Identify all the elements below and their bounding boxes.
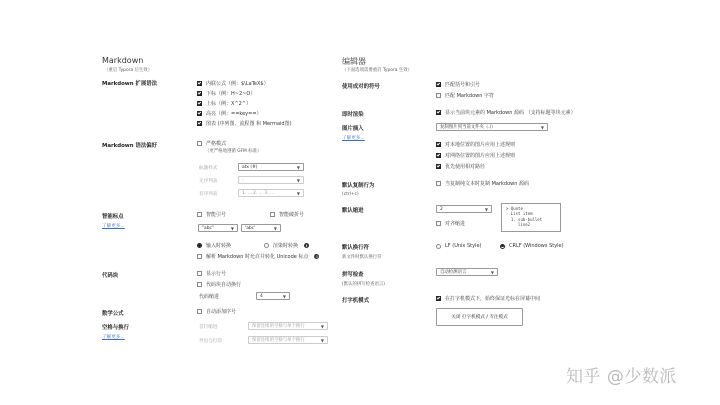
ext-syntax-label: Markdown 扩展语法 [102, 81, 158, 87]
checkbox-icon[interactable] [197, 141, 202, 146]
math-label: 数学公式 [102, 311, 124, 317]
render-convert-radio[interactable]: 渲染时转换 i [264, 242, 309, 249]
chevron-down-icon: ▼ [490, 269, 494, 275]
leading-space-select[interactable]: 保留连续的空格与单个换行 ▼ [248, 322, 328, 330]
editor-section-title: 编辑器 [342, 57, 366, 66]
match-brackets-checkbox[interactable]: 匹配括号和引号 [436, 81, 480, 88]
checkbox-icon[interactable] [436, 153, 441, 158]
line-numbers-checkbox[interactable]: 显示行号 [197, 270, 226, 277]
checkbox-icon[interactable] [197, 81, 202, 86]
smart-dashes-checkbox[interactable]: 智能破折号 [270, 211, 304, 218]
double-quote-select[interactable]: "abc" ▼ [198, 224, 238, 232]
ext-syntax-options [197, 78, 292, 128]
chevron-down-icon: ▼ [484, 206, 488, 212]
smart-punct-learn-more-link[interactable]: 了解更多... [102, 224, 125, 229]
chevron-down-icon: ▼ [540, 124, 544, 130]
radio-icon[interactable] [500, 244, 505, 249]
ordered-list-label: 有序列表 [199, 192, 218, 197]
chevron-down-icon: ▼ [230, 225, 234, 231]
indent-size-select[interactable]: 2 ▼ [436, 205, 492, 213]
checkbox-icon[interactable] [270, 212, 275, 217]
space-newline-label: 空格与换行 [102, 325, 129, 331]
images-label: 图片插入 [342, 126, 364, 132]
chevron-down-icon: ▼ [273, 225, 277, 231]
info-icon[interactable]: i [316, 254, 318, 259]
checkbox-icon[interactable] [197, 212, 202, 217]
checkbox-icon[interactable] [197, 309, 202, 314]
unordered-list-select[interactable]: - ▼ [238, 176, 304, 184]
typewriter-label: 打字机模式 [342, 298, 369, 304]
diagrams-checkbox[interactable]: 图表 (序列图、流程图 和 Mermaid图) [197, 118, 292, 128]
syntax-pref-label: Markdown 语法偏好 [102, 143, 158, 149]
checkbox-icon[interactable] [436, 82, 441, 87]
spell-language-select[interactable]: 自动检测语言 ▼ [436, 268, 498, 276]
code-block-label: 代码块 [102, 273, 119, 279]
spell-check-label: 拼写检查 [342, 272, 364, 278]
images-learn-more-link[interactable]: 了解更多... [342, 136, 365, 141]
ordered-list-select[interactable]: 1. ... 2. ... 3. ... ▼ [238, 189, 304, 197]
smart-quotes-checkbox[interactable]: 智能引号 [197, 211, 226, 218]
smart-punct-label: 智能标点 [102, 214, 124, 220]
chevron-down-icon: ▼ [296, 190, 300, 196]
math-auto-number-checkbox[interactable]: 自动添加序号 [197, 308, 236, 315]
unordered-list-label: 无序列表 [199, 179, 218, 184]
copy-behavior-sub: (ctrl+c) [342, 192, 359, 197]
inline-math-checkbox[interactable]: 内联公式（例：$\LaTeX$） [197, 78, 292, 88]
export-print-label: 导出与打印 [199, 339, 222, 344]
show-block-source-checkbox[interactable]: 显示当前块元素的 Markdown 源码 （支持标题等块元素） [436, 109, 576, 116]
radio-icon[interactable] [264, 243, 269, 248]
copy-behavior-label: 默认复制行为 [342, 183, 375, 189]
chevron-down-icon: ▼ [296, 177, 300, 183]
close-typewriter-focus-button[interactable]: 关闭 打字机模式 / 专注模式 [436, 308, 523, 326]
single-quote-select[interactable]: 'abc' ▼ [241, 224, 281, 232]
input-convert-radio[interactable]: 输入时转换 [197, 242, 231, 249]
radio-icon[interactable] [197, 243, 202, 248]
checkbox-icon[interactable] [197, 101, 202, 106]
superscript-checkbox[interactable]: 上标（例：X^2^） [197, 98, 292, 108]
instant-render-label: 即时渲染 [342, 112, 364, 118]
checkbox-icon[interactable] [436, 110, 441, 115]
checkbox-icon[interactable] [197, 121, 202, 126]
code-indent-label: 代码缩进 [199, 294, 220, 300]
checkbox-icon[interactable] [197, 271, 202, 276]
space-newline-learn-more-link[interactable]: 了解更多... [102, 335, 125, 340]
align-indent-checkbox[interactable]: 对齐缩进 [436, 220, 465, 227]
image-insert-select[interactable]: 复制图片到当前文件夹（./） ▼ [436, 123, 548, 131]
checkbox-icon[interactable] [197, 282, 202, 287]
pairs-label: 使用成对的符号 [342, 84, 380, 90]
lf-radio[interactable]: LF (Unix Style) [436, 243, 481, 249]
checkbox-icon[interactable] [436, 221, 441, 226]
checkbox-icon[interactable] [436, 296, 441, 301]
watermark: 知乎 @少数派 [566, 367, 677, 387]
checkbox-icon[interactable] [436, 181, 441, 186]
apply-network-images-checkbox[interactable]: 对网络位置的图片应用上述规则 [436, 152, 515, 159]
indent-preview: > Quote - List item 1. sub-bullet line2 [501, 203, 561, 232]
checkbox-icon[interactable] [197, 91, 202, 96]
checkbox-icon[interactable] [197, 254, 202, 259]
checkbox-icon[interactable] [436, 142, 441, 147]
unicode-punct-checkbox[interactable]: 解析 Markdown 时允许并转化 Unicode 标点 i [197, 253, 319, 260]
crlf-radio[interactable]: CRLF (Windows Style) [500, 243, 564, 249]
strict-mode-sub: （更严格地遵循 GFM 标准） [205, 149, 262, 154]
relative-path-checkbox[interactable]: 优先使用相对路径 [436, 163, 485, 170]
subscript-checkbox[interactable]: 下标（例：H~2~O） [197, 88, 292, 98]
checkbox-icon[interactable] [436, 164, 441, 169]
typewriter-center-checkbox[interactable]: 在打字机模式下，始终保证光标在屏幕中间 [436, 295, 540, 302]
checkbox-icon[interactable] [436, 93, 441, 98]
strict-mode-checkbox[interactable]: 严格模式 [197, 140, 226, 147]
line-ending-sub: 新文件时默认换行符 [342, 255, 382, 260]
highlight-checkbox[interactable]: 高亮（例：==key==） [197, 108, 292, 118]
match-md-chars-checkbox[interactable]: 匹配 Markdown 字符 [436, 92, 494, 99]
editor-section-subtitle: （下面选项需要重启 Typora 生效） [342, 68, 413, 73]
checkbox-icon[interactable] [197, 111, 202, 116]
line-ending-label: 默认换行符 [342, 245, 369, 251]
chevron-down-icon: ▼ [296, 164, 300, 170]
spell-check-sub: (默认的拼写检查语言) [342, 282, 385, 287]
default-indent-label: 默认缩进 [342, 208, 364, 214]
copy-md-source-checkbox[interactable]: 当复制纯文本时复制 Markdown 源码 [436, 180, 529, 187]
heading-style-label: 标题样式 [199, 166, 218, 171]
chevron-down-icon: ▼ [320, 337, 324, 343]
markdown-section-title: Markdown [102, 56, 144, 65]
code-wrap-checkbox[interactable]: 代码块自动换行 [197, 281, 241, 288]
chevron-down-icon: ▼ [282, 293, 286, 299]
code-indent-select[interactable]: 4 ▼ [256, 292, 290, 300]
heading-style-select[interactable]: atx (#) ▼ [238, 163, 304, 171]
info-icon[interactable]: i [305, 243, 308, 248]
radio-icon[interactable] [436, 244, 441, 249]
chevron-down-icon: ▼ [320, 323, 324, 329]
apply-local-images-checkbox[interactable]: 对本地位置的图片应用上述规则 [436, 141, 515, 148]
leading-space-label: 首行缩进 [199, 325, 218, 330]
markdown-section-subtitle: （重启 Typora 后生效） [104, 68, 153, 73]
export-print-select[interactable]: 保留连续的空格与单个换行 ▼ [248, 336, 328, 344]
